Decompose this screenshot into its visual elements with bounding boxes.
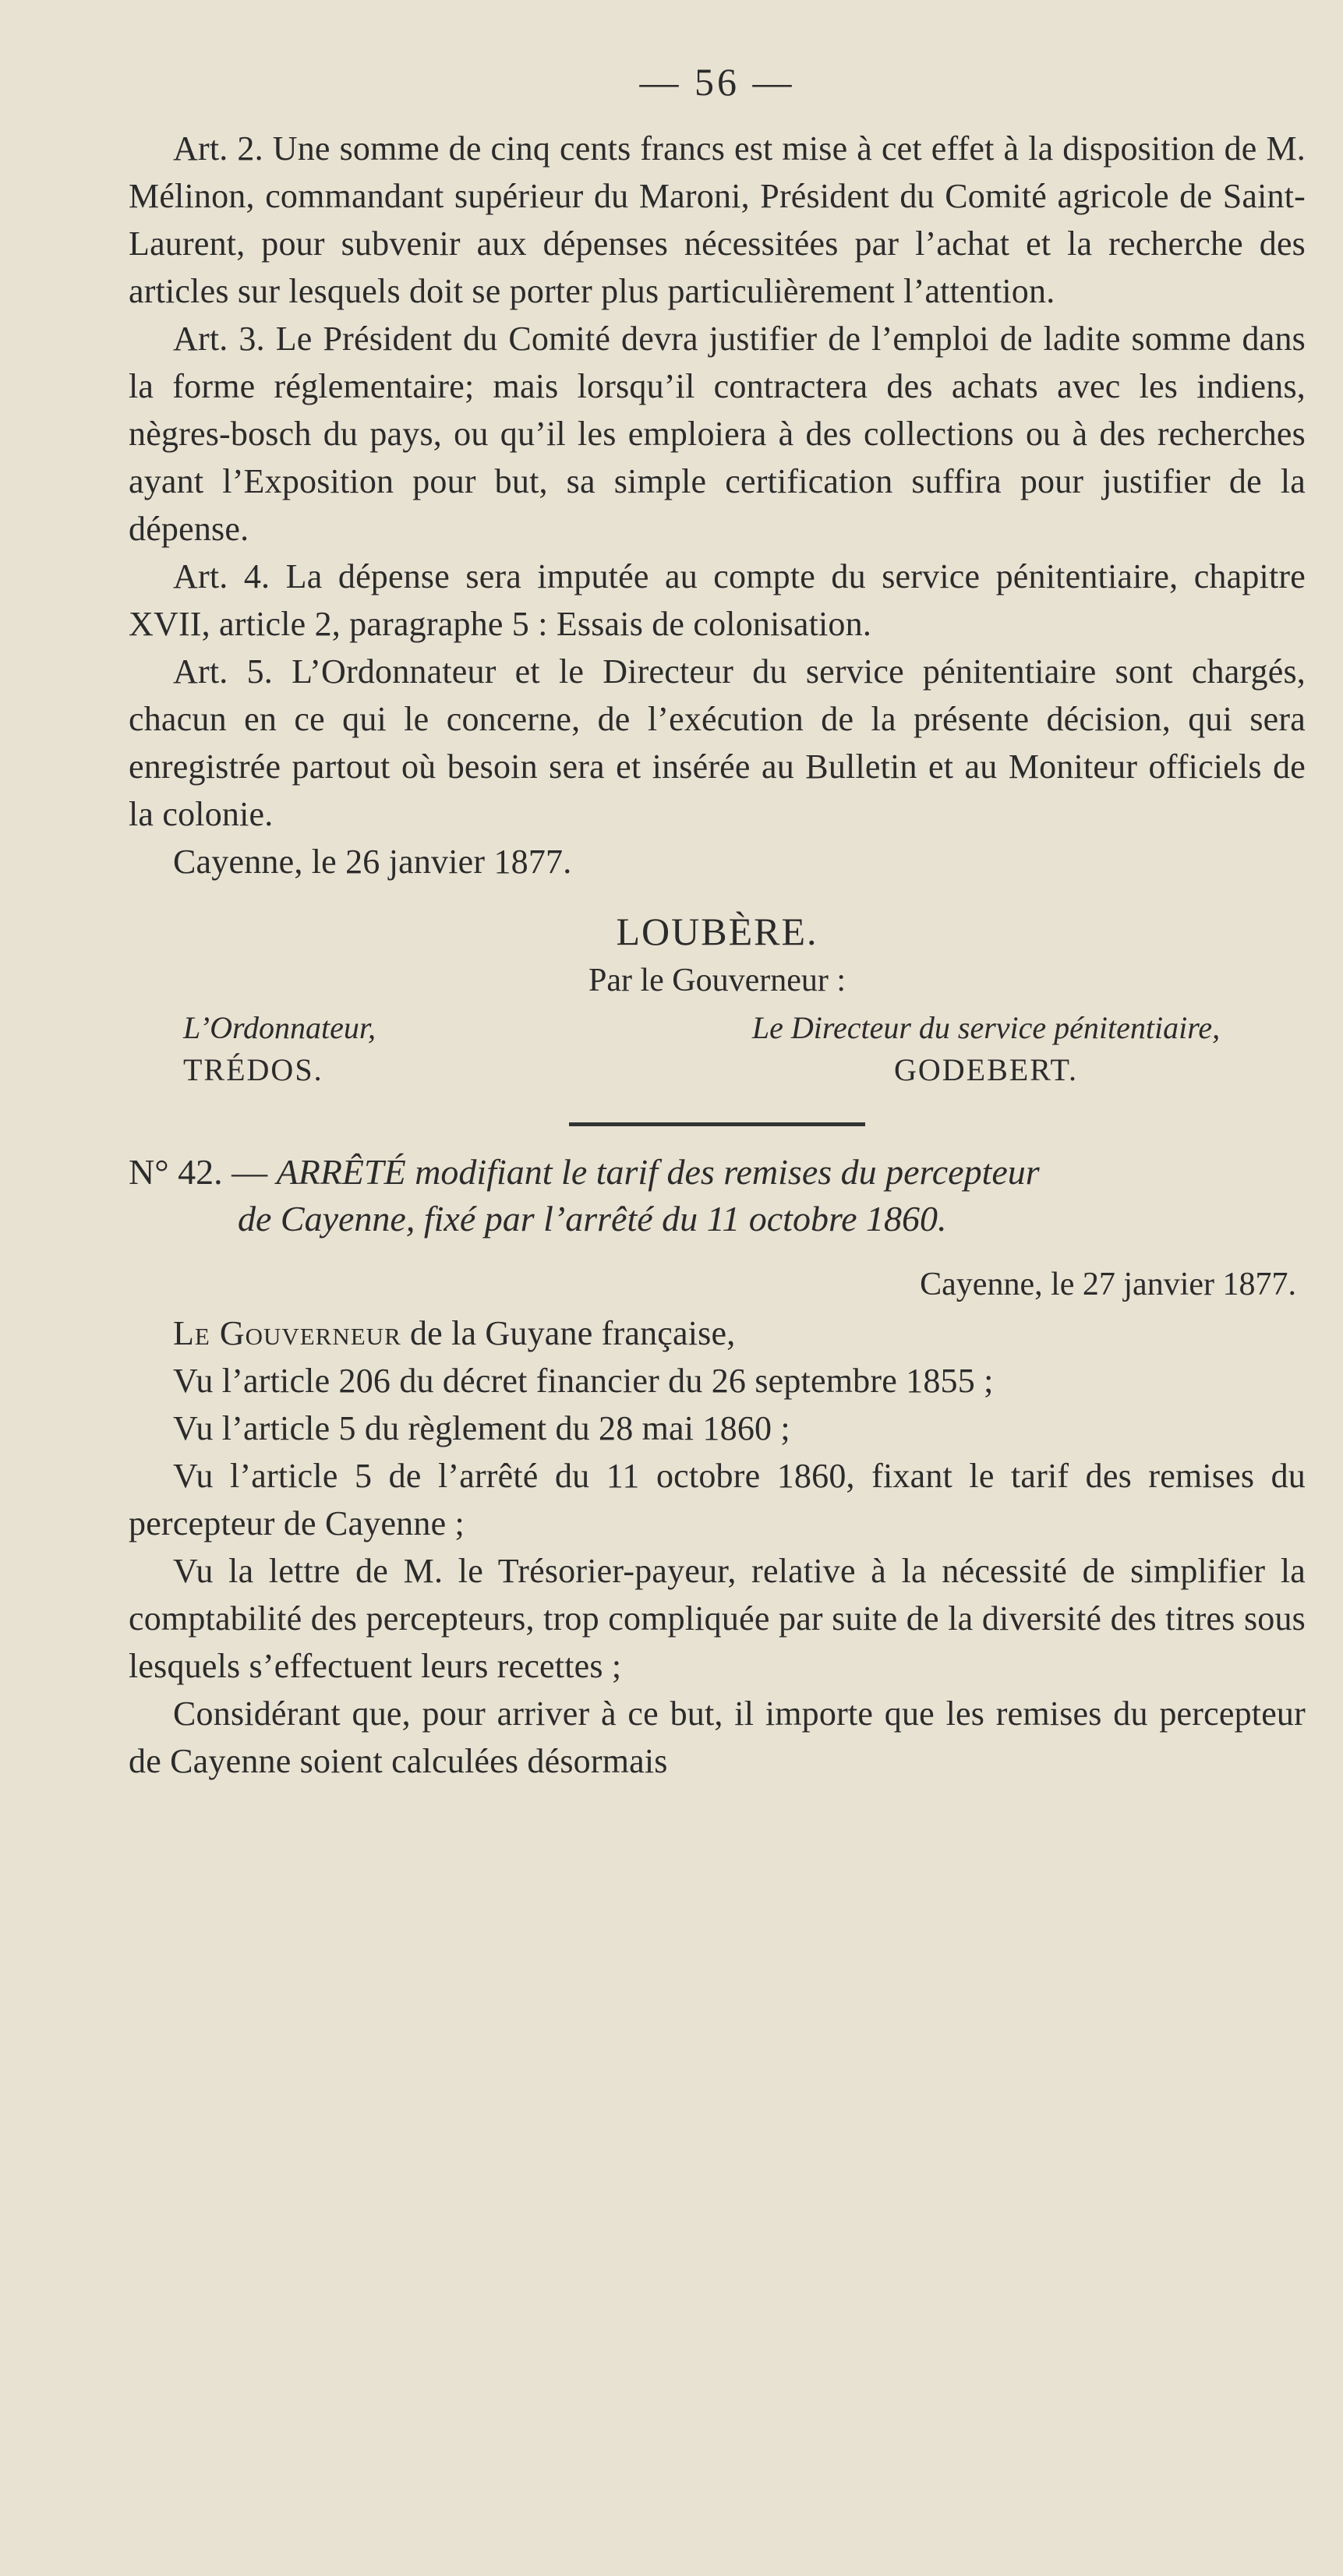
divider-rule xyxy=(569,1122,865,1126)
ordonnateur-title: L’Ordonnateur, xyxy=(183,1010,376,1045)
decree-dateline: Cayenne, le 27 janvier 1877. xyxy=(920,1267,1296,1302)
decree-intro-caps: Le Gouverneur xyxy=(173,1314,401,1352)
decree-paragraph: Vu l’article 5 du règlement du 28 mai 1860 ; xyxy=(173,1409,790,1447)
decree-paragraph: Vu l’article 206 du décret financier du 26 septembre 1855 ; xyxy=(173,1362,994,1400)
article-3: Art. 3. Le Président du Comité devra justifier de l’emploi de ladite somme dans la forme réglementaire; mais lorsqu’il contractera des achats avec les indiens, nègres-bosch du pays, ou qu’il les emploiera à des collections ou à des recherches ayant l’Exposition pour but, sa simple certification suffira pour justifier de la dépense. xyxy=(129,320,1306,548)
signature-par-le-gouverneur: Par le Gouverneur : xyxy=(588,963,846,998)
section-divider xyxy=(129,1116,1306,1122)
decree-heading xyxy=(129,1149,1306,1242)
countersignature-ordonnateur xyxy=(129,1007,565,1091)
ordonnateur-name: TRÉDOS. xyxy=(183,1052,323,1087)
closing-date: Cayenne, le 26 janvier 1877. xyxy=(173,843,572,881)
decree-paragraph: Vu la lettre de M. le Trésorier-payeur, relative à la nécessité de simplifier la comptabilité des percepteurs, trop compliquée par suite de la diversité des titres sous lesquels s’effectuent leurs recettes ; xyxy=(129,1552,1306,1685)
decree-paragraph: Vu l’article 5 de l’arrêté du 11 octobre 1860, fixant le tarif des remises du percepteur de Cayenne ; xyxy=(129,1457,1306,1542)
article-2: Art. 2. Une somme de cinq cents francs est mise à cet effet à la disposition de M. Mélinon, commandant supérieur du Maroni, Président du Comité agricole de Saint-Laurent, pour subvenir aux dépenses nécessitées par l’achat et la recherche des articles sur lesquels doit se porter plus particulièrement l’attention. xyxy=(129,129,1306,310)
decree-title-line2: de Cayenne, fixé par l’arrêté du 11 octobre 1860. xyxy=(238,1199,947,1239)
countersignature-directeur xyxy=(666,1007,1306,1091)
page-number: — 56 — xyxy=(639,60,795,104)
decree-intro-rest: de la Guyane française, xyxy=(401,1314,736,1352)
directeur-title: Le Directeur du service pénitentiaire, xyxy=(751,1010,1221,1045)
decree-title-line1: ARRÊTÉ modifiant le tarif des remises du percepteur xyxy=(276,1152,1040,1192)
article-5: Art. 5. L’Ordonnateur et le Directeur du service pénitentiaire sont chargés, chacun en ce qui le concerne, de l’exécution de la présente décision, qui sera enregistrée partout où besoin sera et insérée au Bulletin et au Moniteur officiels de la colonie. xyxy=(129,652,1306,833)
text-column xyxy=(129,55,1306,1785)
signature-governor: LOUBÈRE. xyxy=(616,910,818,953)
countersignatures xyxy=(129,1007,1306,1091)
decree-number: N° 42. xyxy=(129,1152,223,1192)
article-4: Art. 4. La dépense sera imputée au compte du service pénitentiaire, chapitre XVII, article 2, paragraphe 5 : Essais de colonisation. xyxy=(129,557,1306,643)
decree-paragraph: Considérant que, pour arriver à ce but, il importe que les remises du percepteur de Cayenne soient calculées désormais xyxy=(129,1694,1306,1780)
decree-intro xyxy=(129,1309,1306,1357)
directeur-name: GODEBERT. xyxy=(894,1052,1078,1087)
decree-dash: — xyxy=(222,1152,277,1192)
